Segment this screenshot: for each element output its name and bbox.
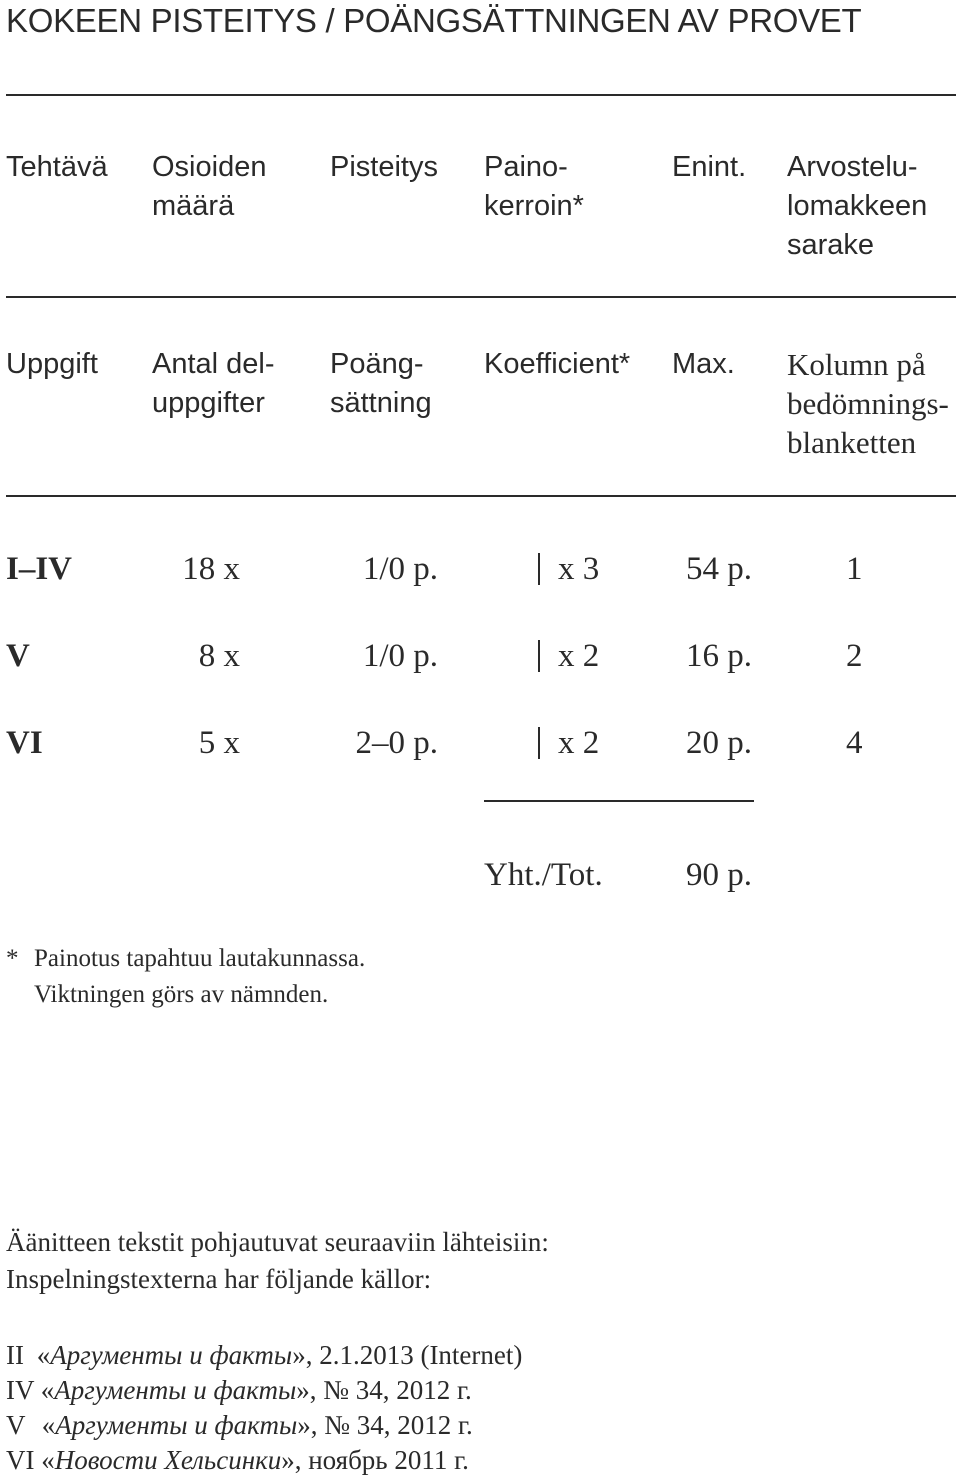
row-1-divider <box>538 553 540 585</box>
source-name: Аргументы и факты <box>50 1340 293 1370</box>
row-2-coef: x 2 <box>558 638 600 674</box>
header-sv-divider <box>6 495 956 497</box>
header-sv-max: Max. <box>672 348 735 380</box>
header-sv-column-line1: Kolumn på <box>787 347 926 382</box>
row-2-scoring: 1/0 p. <box>362 638 438 674</box>
row-3-column: 4 <box>846 725 863 761</box>
source-item <box>6 1443 469 1478</box>
source-open-quote: « <box>41 1445 55 1475</box>
row-3-max: 20 p. <box>686 725 752 761</box>
header-fi-task: Tehtävä <box>6 151 108 183</box>
header-sv-column-line2: bedömnings- <box>787 386 949 421</box>
row-1-max: 54 p. <box>686 551 752 587</box>
footnote-marker: * <box>6 945 19 972</box>
source-name: Аргументы и факты <box>54 1375 297 1405</box>
row-1-task: I–IV <box>6 551 73 587</box>
sources-intro-sv: Inspelningstexterna har följande källor: <box>6 1264 432 1294</box>
source-task: V <box>6 1410 26 1440</box>
source-details: », ноябрь 2011 г. <box>281 1445 469 1475</box>
header-fi-coef-line2: kerroin* <box>484 190 584 222</box>
title-divider <box>6 94 956 96</box>
source-item <box>6 1373 472 1408</box>
header-fi-column-line1: Arvostelu- <box>787 151 918 183</box>
row-1-coef: x 3 <box>558 551 600 587</box>
row-3-task: VI <box>6 725 43 761</box>
row-2-parts: 8 x <box>198 638 240 674</box>
header-sv-parts-line1: Antal del- <box>152 348 275 380</box>
source-task: VI <box>6 1445 35 1475</box>
header-sv-parts-line2: uppgifter <box>152 387 265 419</box>
row-3-parts: 5 x <box>198 725 240 761</box>
header-fi-parts-line1: Osioiden <box>152 151 267 183</box>
source-details: », № 34, 2012 г. <box>297 1410 473 1440</box>
header-sv-task: Uppgift <box>6 348 98 380</box>
row-3-scoring: 2–0 p. <box>355 725 438 761</box>
header-sv-scoring-line2: sättning <box>330 387 432 419</box>
footnote-line1: Painotus tapahtuu lautakunnassa. <box>34 945 366 972</box>
sources-intro-fi: Äänitteen tekstit pohjautuvat seuraaviin lähteisiin: <box>6 1227 549 1257</box>
row-3-divider <box>538 727 540 759</box>
header-fi-column-line2: lomakkeen <box>787 190 928 222</box>
header-fi-column-line3: sarake <box>787 229 875 261</box>
source-name: Аргументы и факты <box>55 1410 298 1440</box>
source-task: IV <box>6 1375 35 1405</box>
source-item <box>6 1338 522 1373</box>
row-1-column: 1 <box>846 551 863 587</box>
source-details: », 2.1.2013 (Internet) <box>292 1340 523 1370</box>
header-fi-divider <box>6 296 956 298</box>
row-2-column: 2 <box>846 638 863 674</box>
row-2-max: 16 p. <box>686 638 752 674</box>
header-sv-column-line3: blanketten <box>787 425 917 460</box>
row-1-scoring: 1/0 p. <box>362 551 438 587</box>
header-fi-scoring: Pisteitys <box>330 151 438 183</box>
page-title: KOKEEN PISTEITYS / POÄNGSÄTTNINGEN AV PROVET <box>6 2 862 39</box>
source-open-quote: « <box>36 1340 51 1370</box>
row-1-parts: 18 x <box>182 551 240 587</box>
source-open-quote: « <box>41 1410 56 1440</box>
row-2-task: V <box>6 638 30 674</box>
header-fi-max: Enint. <box>672 151 747 183</box>
header-sv-coef: Koefficient* <box>484 348 631 380</box>
row-3-coef: x 2 <box>558 725 600 761</box>
header-sv-scoring-line1: Poäng- <box>330 348 424 380</box>
row-2-divider <box>538 640 540 672</box>
total-label: Yht./Tot. <box>484 857 603 893</box>
footnote-line2: Viktningen görs av nämnden. <box>34 981 329 1008</box>
total-value: 90 p. <box>686 857 752 893</box>
source-name: Новости Хельсинки <box>54 1445 282 1475</box>
sum-line <box>484 800 754 802</box>
header-fi-coef-line1: Paino- <box>484 151 568 183</box>
source-item <box>6 1408 473 1443</box>
source-open-quote: « <box>40 1375 55 1405</box>
source-details: », № 34, 2012 г. <box>296 1375 472 1405</box>
source-task: II <box>6 1340 24 1370</box>
header-fi-parts-line2: määrä <box>152 190 235 222</box>
